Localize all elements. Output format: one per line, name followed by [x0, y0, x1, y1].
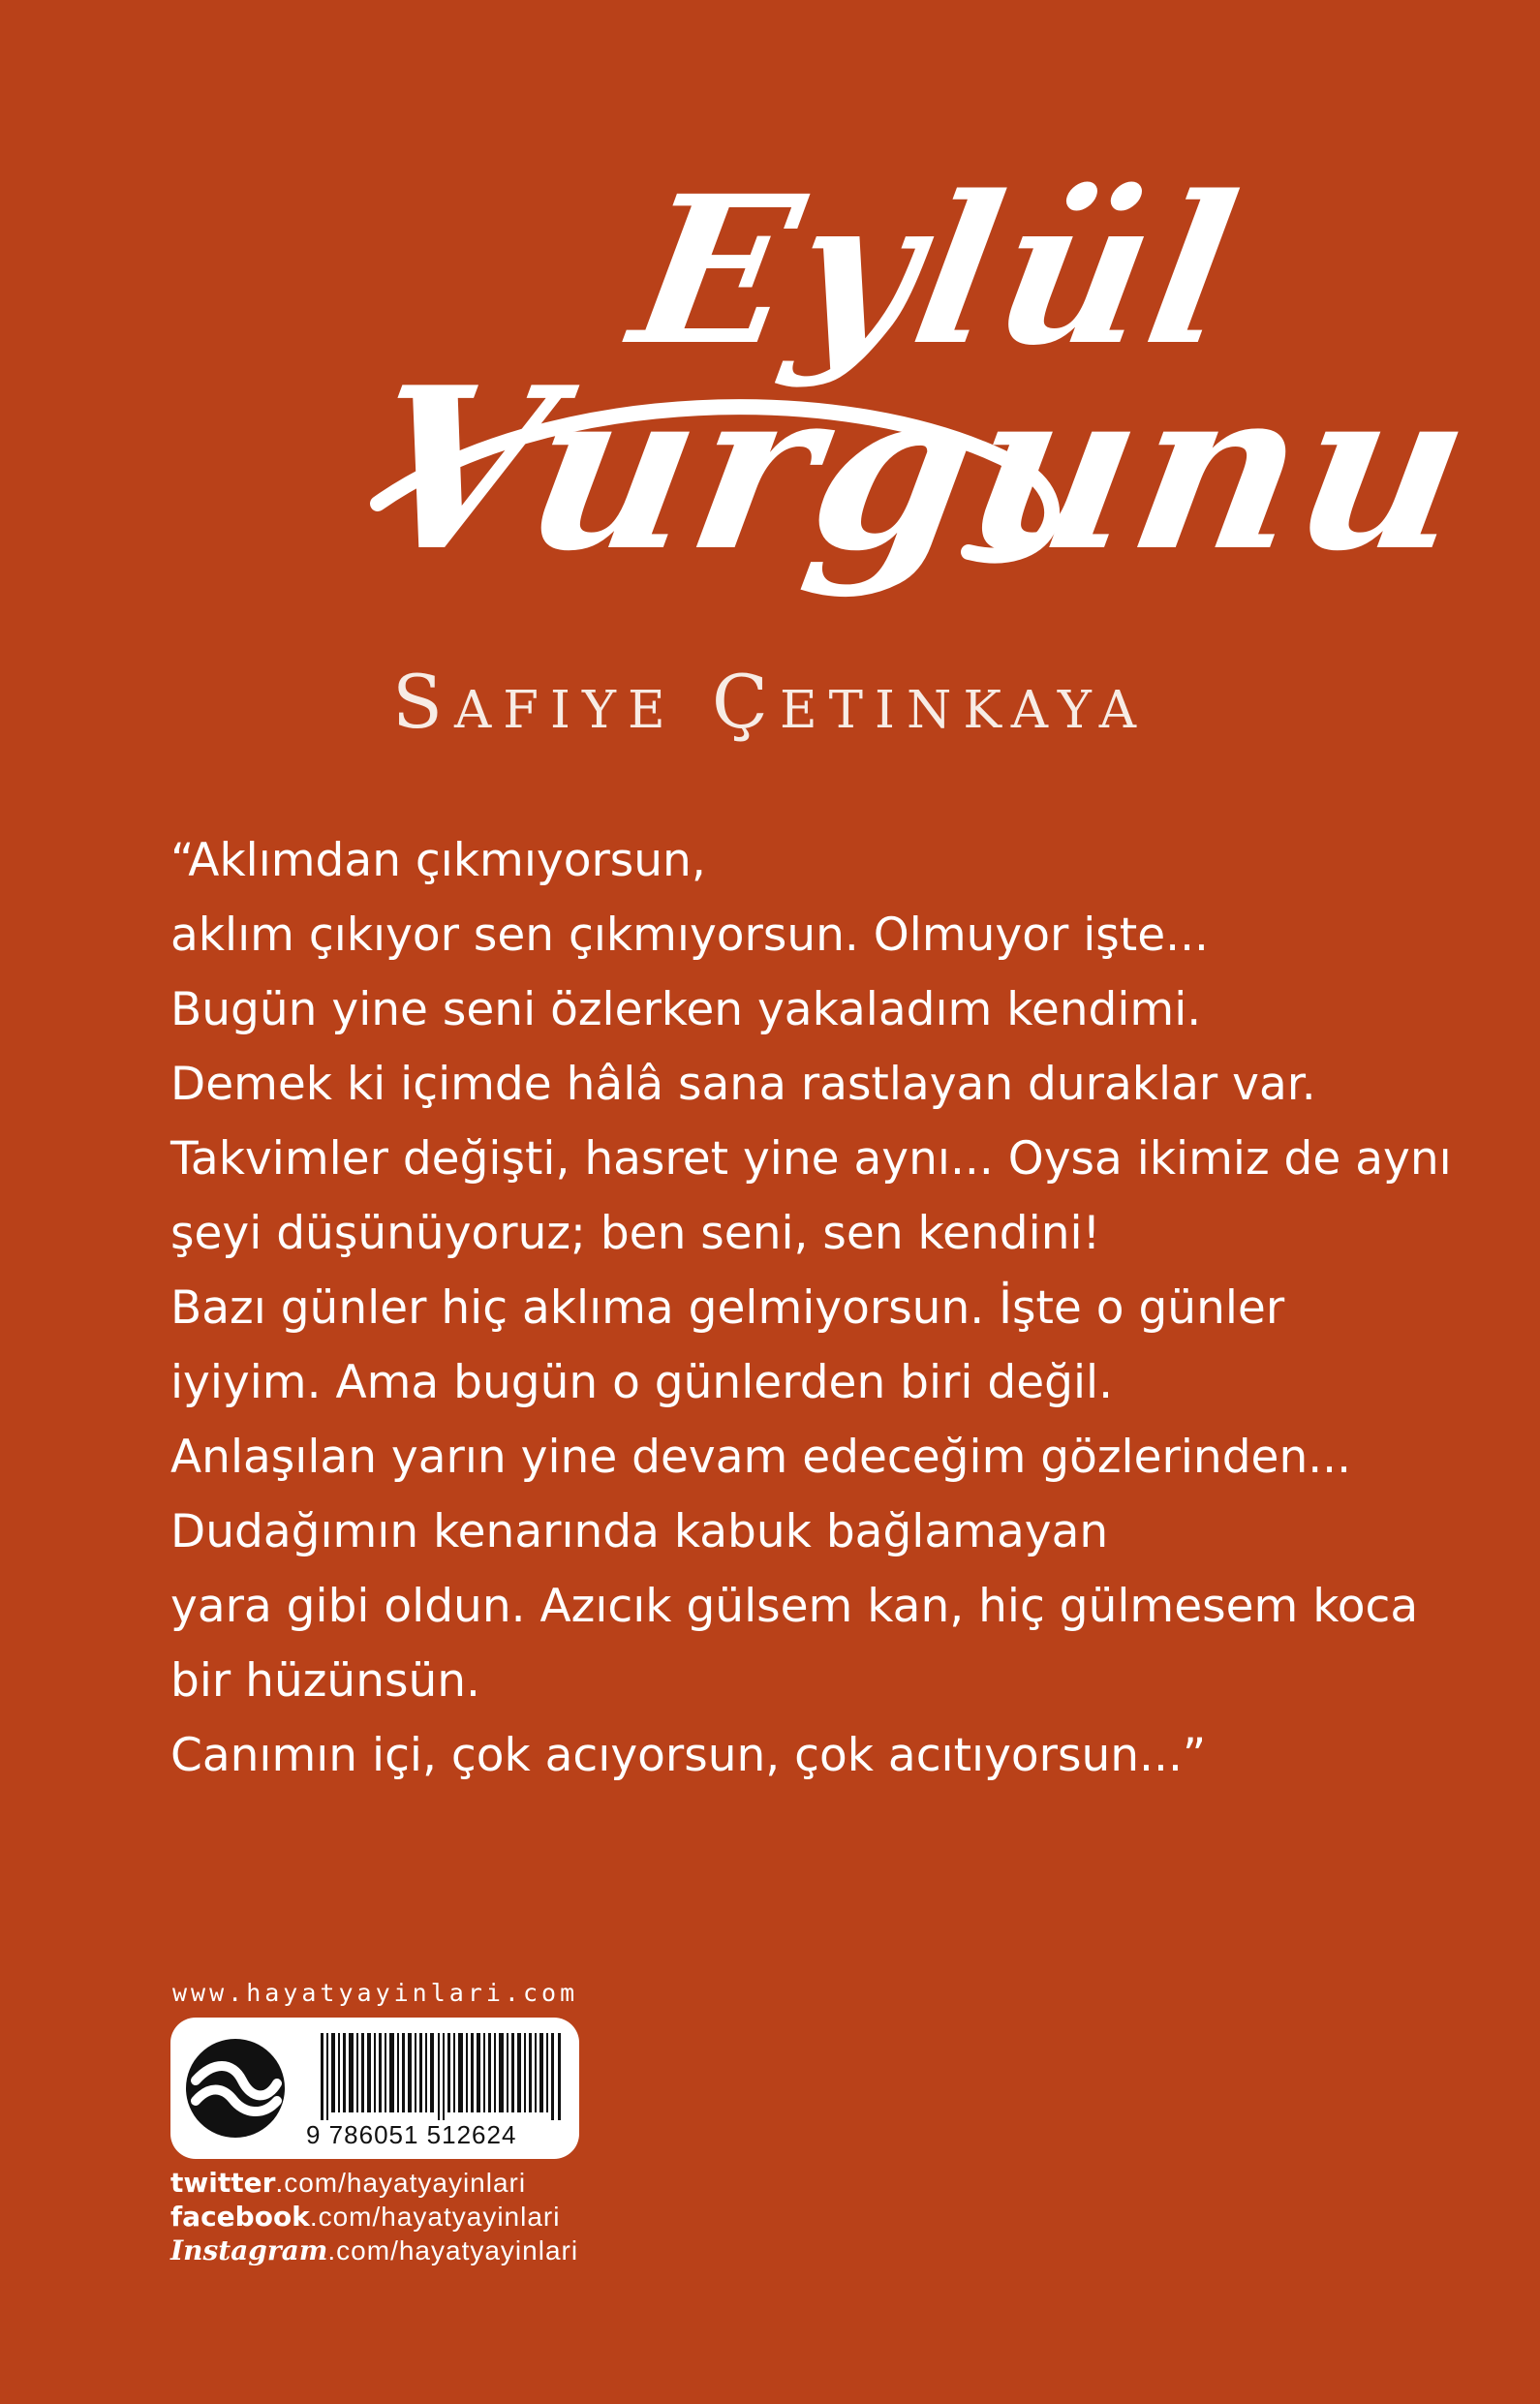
quote-line: “Aklımdan çıkmıyorsun,: [170, 834, 706, 887]
quote-line: yara gibi oldun. Azıcık gülsem kan, hiç gülmesem koca: [170, 1580, 1419, 1633]
quote-line: Demek ki içimde hâlâ sana rastlayan duraklar var.: [170, 1058, 1316, 1111]
quote-line: bir hüzünsün.: [170, 1654, 480, 1708]
quote-line: Dudağımın kenarında kabuk bağlamayan: [170, 1505, 1109, 1558]
twitter-brand-text: twitter: [170, 2167, 276, 2199]
publisher-logo-icon: [184, 2037, 287, 2140]
instagram-path: .com/hayatyayinlari: [327, 2235, 579, 2265]
facebook-brand-text: facebook: [170, 2201, 310, 2233]
twitter-path: .com/hayatyayinlari: [275, 2168, 527, 2198]
author-name: Safiye Çetinkaya: [391, 659, 1149, 745]
book-title-line-2: Vurgunu: [350, 339, 1490, 601]
instagram-brand-text: Instagram: [170, 2234, 328, 2266]
isbn-number: 9 786051 512624: [306, 2120, 517, 2149]
quote-line: iyiyim. Ama bugün o günlerden biri değil.: [170, 1356, 1114, 1409]
publisher-website: www.hayatyayinlari.com: [172, 1979, 579, 2007]
quote-line: Canımın içi, çok acıyorsun, çok acıtıyorsun...”: [170, 1729, 1207, 1782]
title-swash-decoration: [349, 320, 1220, 610]
quote-line: Bazı günler hiç aklıma gelmiyorsun. İşte o günler: [170, 1281, 1285, 1335]
quote-line: Bugün yine seni özlerken yakaladım kendimi.: [170, 983, 1202, 1036]
quote-line: Takvimler değişti, hasret yine aynı... Oysa ikimiz de aynı: [170, 1132, 1452, 1186]
back-cover-quote: [170, 823, 1452, 1793]
facebook-path: .com/hayatyayinlari: [309, 2202, 561, 2232]
quote-line: Anlaşılan yarın yine devam edeceğim gözlerinden...: [170, 1431, 1352, 1484]
facebook-link[interactable]: [170, 2201, 560, 2233]
instagram-link[interactable]: [170, 2234, 578, 2266]
quote-line: aklım çıkıyor sen çıkmıyorsun. Olmuyor işte...: [170, 909, 1209, 962]
twitter-link[interactable]: [170, 2167, 526, 2199]
quote-line: şeyi düşünüyoruz; ben seni, sen kendini!: [170, 1207, 1101, 1260]
book-title-line-1: Eylül: [618, 151, 1256, 390]
isbn-barcode: [321, 2033, 563, 2120]
barcode-panel: [170, 2018, 579, 2159]
